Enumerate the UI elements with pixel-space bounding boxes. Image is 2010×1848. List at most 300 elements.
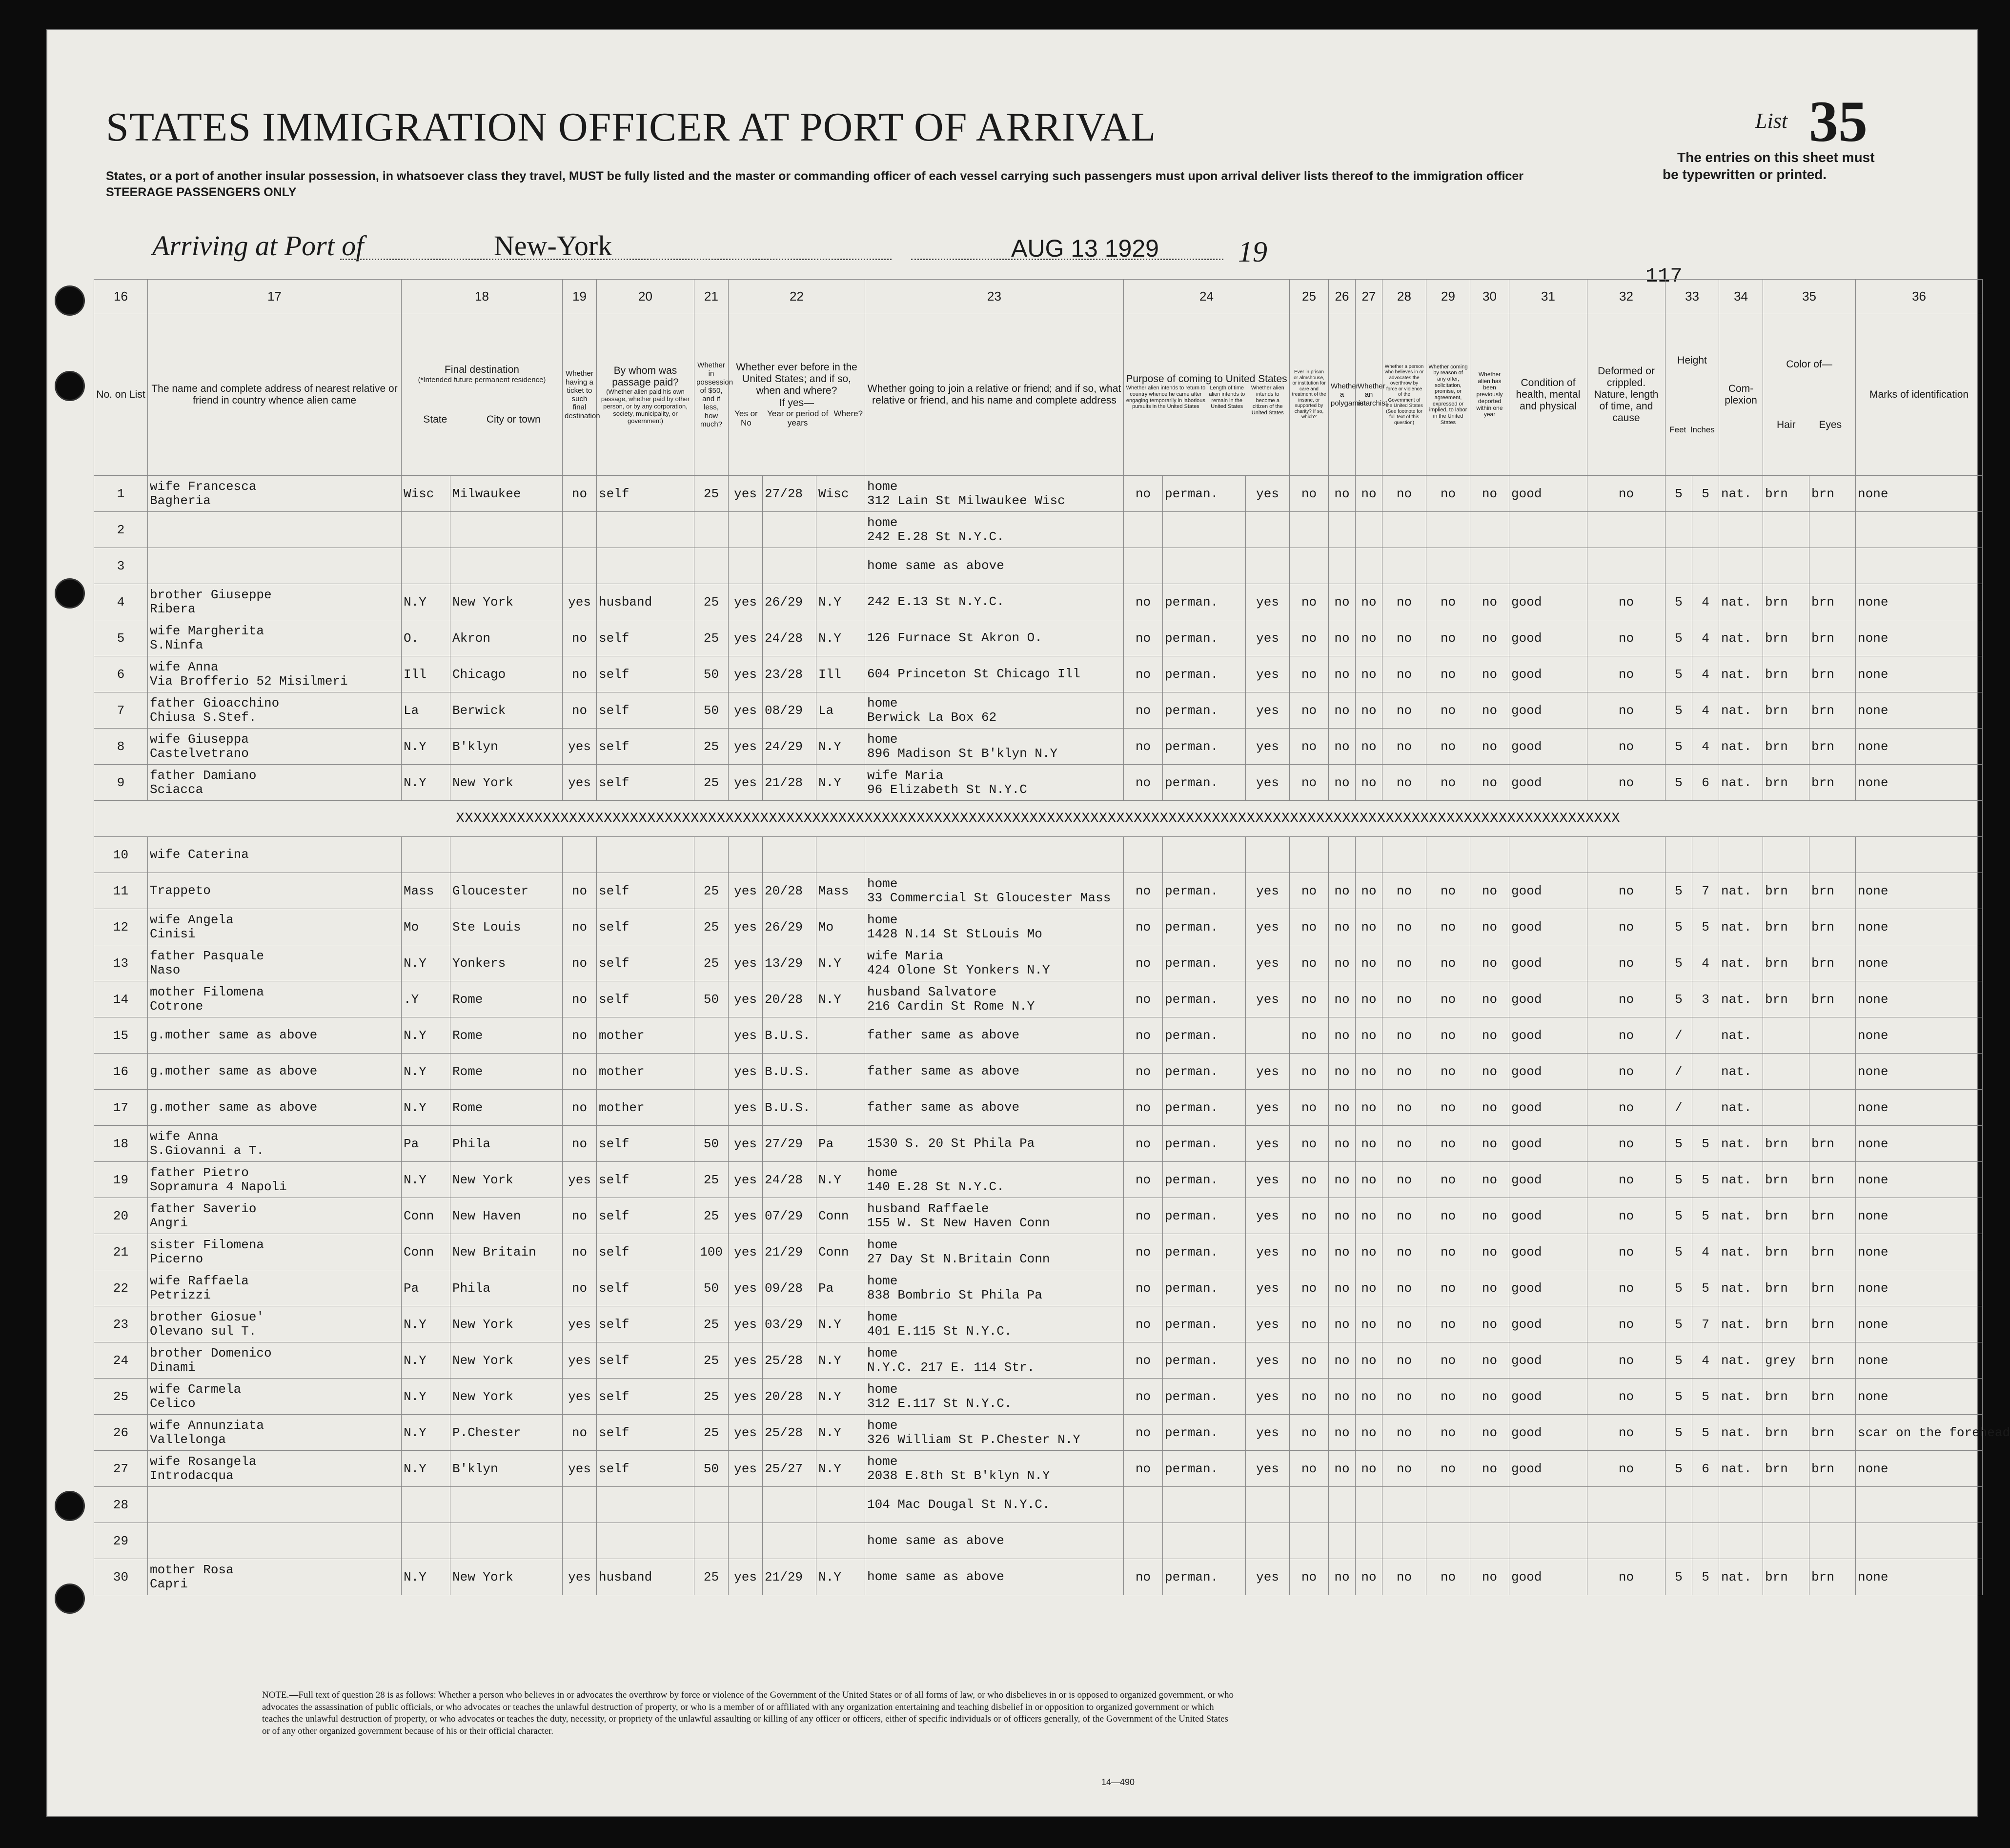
cell-hair: brn	[1763, 584, 1809, 620]
cell-yrs	[763, 837, 816, 873]
hdr-state-city	[404, 414, 560, 426]
cell-ft: 5	[1665, 945, 1692, 981]
join-line-2: father same as above	[867, 1100, 1020, 1115]
col-num: 36	[1856, 280, 1983, 314]
cell-prison: no	[1290, 1415, 1329, 1451]
cell-anar: no	[1356, 765, 1382, 801]
cell-money: 25	[694, 1342, 729, 1379]
cell-over: no	[1382, 1306, 1426, 1342]
cell-ft: 5	[1665, 1379, 1692, 1415]
cell-prison: no	[1290, 1017, 1329, 1054]
cell-hair: brn	[1763, 1306, 1809, 1342]
cell-anar: no	[1356, 1342, 1382, 1379]
cell-yrs: 09/28	[763, 1270, 816, 1306]
cell-labor: no	[1426, 1126, 1470, 1162]
cell-return	[1124, 512, 1163, 548]
cell-join	[865, 1054, 1124, 1090]
cell-relative	[148, 729, 402, 765]
cell-length: perman.	[1163, 909, 1246, 945]
cell-marks	[1856, 1487, 1983, 1523]
instruction-line: States, or a port of another insular possession, in whatsoever class they travel, MUST be fully listed and the master or commanding officer of each vessel carrying such passengers must upon arrival deliver lists thereof to the immigration officer	[106, 169, 1523, 183]
cell-poly	[1329, 837, 1356, 873]
typewritten-note-2: be typewritten or printed.	[1663, 167, 1827, 182]
cell-relative	[148, 1090, 402, 1126]
join-line-2: 96 Elizabeth St N.Y.C	[867, 782, 1027, 797]
hdr-height-title: Height	[1677, 355, 1707, 366]
cell-state	[402, 512, 450, 548]
cell-paid: self	[597, 1451, 694, 1487]
date-stamp: AUG 13 1929	[1011, 235, 1159, 262]
cell-prison: no	[1290, 1126, 1329, 1162]
cell-hair	[1763, 1487, 1809, 1523]
cell-eyes: brn	[1809, 620, 1856, 656]
cell-city	[450, 1487, 563, 1523]
cell-eyes: brn	[1809, 1162, 1856, 1198]
cell-poly: no	[1329, 1162, 1356, 1198]
cell-length: perman.	[1163, 981, 1246, 1017]
cell-ticket	[563, 837, 597, 873]
column-header-row	[94, 314, 1983, 476]
cell-paid: self	[597, 981, 694, 1017]
col-num: 17	[148, 280, 402, 314]
cell-anar: no	[1356, 1306, 1382, 1342]
hdr-height-sub	[1667, 425, 1717, 435]
cell-over	[1382, 548, 1426, 584]
cell-return: no	[1124, 1270, 1163, 1306]
table-row	[94, 584, 1983, 620]
cell-city	[450, 512, 563, 548]
cell-join	[865, 729, 1124, 765]
cell-length: perman.	[1163, 1379, 1246, 1415]
cell-city	[450, 1523, 563, 1559]
cell-poly: no	[1329, 656, 1356, 692]
hdr-purpose-b: Length of time alien intends to remain in the United States	[1209, 385, 1245, 410]
cell-eyes: brn	[1809, 1559, 1856, 1595]
join-line-2: 140 E.28 St N.Y.C.	[867, 1179, 1004, 1194]
cell-yn	[729, 512, 763, 548]
cell-money: 25	[694, 1415, 729, 1451]
cell-anar: no	[1356, 1559, 1382, 1595]
cell-marks: none	[1856, 765, 1983, 801]
cell-citizen: yes	[1246, 1306, 1290, 1342]
cell-eyes: brn	[1809, 1126, 1856, 1162]
cell-anar: no	[1356, 1017, 1382, 1054]
cell-yrs: 27/28	[763, 476, 816, 512]
rel-line-1: wife Anna	[150, 659, 219, 674]
col-num: 18	[402, 280, 563, 314]
cell-in: 4	[1692, 1342, 1719, 1379]
binder-hole	[55, 371, 85, 401]
table-row	[94, 656, 1983, 692]
join-line-2: 242 E.13 St N.Y.C.	[867, 594, 1004, 609]
cell-anar: no	[1356, 1415, 1382, 1451]
cell-cond: good	[1509, 1162, 1587, 1198]
rel-line-2: Naso	[150, 962, 181, 977]
cell-relative	[148, 1234, 402, 1270]
cell-no: 6	[94, 656, 148, 692]
cell-where	[816, 1487, 865, 1523]
cell-comp: nat.	[1719, 1054, 1763, 1090]
cell-yrs: 27/29	[763, 1126, 816, 1162]
table-row	[94, 1126, 1983, 1162]
cell-marks: none	[1856, 1162, 1983, 1198]
rel-line-2: Bagheria	[150, 493, 211, 508]
cell-poly: no	[1329, 620, 1356, 656]
cell-over: no	[1382, 1342, 1426, 1379]
cell-anar: no	[1356, 729, 1382, 765]
cell-length: perman.	[1163, 1270, 1246, 1306]
cell-relative	[148, 1017, 402, 1054]
table-row	[94, 729, 1983, 765]
cell-where: Wisc	[816, 476, 865, 512]
cell-state: N.Y	[402, 765, 450, 801]
cell-citizen	[1246, 1523, 1290, 1559]
table-row	[94, 512, 1983, 548]
cell-prison	[1290, 837, 1329, 873]
cell-comp: nat.	[1719, 584, 1763, 620]
rel-line-2: Sciacca	[150, 782, 203, 797]
cell-anar: no	[1356, 1162, 1382, 1198]
cell-paid: self	[597, 1306, 694, 1342]
cell-hair	[1763, 512, 1809, 548]
cell-where	[816, 1090, 865, 1126]
cell-prison: no	[1290, 692, 1329, 729]
cell-labor: no	[1426, 1379, 1470, 1415]
cell-ticket: yes	[563, 1379, 597, 1415]
cell-over: no	[1382, 1379, 1426, 1415]
cell-dep: no	[1470, 1054, 1509, 1090]
cell-marks: none	[1856, 656, 1983, 692]
col-num: 26	[1329, 280, 1356, 314]
cell-in: 5	[1692, 909, 1719, 945]
cell-poly: no	[1329, 584, 1356, 620]
cell-no: 20	[94, 1198, 148, 1234]
cell-cond: good	[1509, 620, 1587, 656]
cell-dep: no	[1470, 1090, 1509, 1126]
cell-yn: yes	[729, 1198, 763, 1234]
cell-citizen: yes	[1246, 1451, 1290, 1487]
cell-ft: /	[1665, 1054, 1692, 1090]
cell-yrs: 20/28	[763, 873, 816, 909]
cell-paid: self	[597, 1379, 694, 1415]
cell-paid: mother	[597, 1017, 694, 1054]
cell-hair: brn	[1763, 1559, 1809, 1595]
col-num: 22	[729, 280, 865, 314]
cell-no: 19	[94, 1162, 148, 1198]
cell-hair: brn	[1763, 981, 1809, 1017]
cell-labor: no	[1426, 729, 1470, 765]
rel-line-2: Angri	[150, 1215, 188, 1230]
form-number: 14—490	[1101, 1777, 1135, 1787]
cell-cond: good	[1509, 1415, 1587, 1451]
col-num: 23	[865, 280, 1124, 314]
cell-dep: no	[1470, 1559, 1509, 1595]
cell-citizen	[1246, 837, 1290, 873]
cell-ft: /	[1665, 1017, 1692, 1054]
cell-cond: good	[1509, 1198, 1587, 1234]
hdr-condition: Condition of health, mental and physical	[1509, 314, 1587, 476]
hdr-hair: Hair	[1776, 419, 1796, 430]
cell-dep: no	[1470, 1126, 1509, 1162]
cell-length: perman.	[1163, 729, 1246, 765]
col-num: 34	[1719, 280, 1763, 314]
cell-ft: 5	[1665, 620, 1692, 656]
cell-prison: no	[1290, 656, 1329, 692]
cell-city: Phila	[450, 1126, 563, 1162]
cell-citizen	[1246, 548, 1290, 584]
separator-text: XXXXXXXXXXXXXXXXXXXXXXXXXXXXXXXXXXXXXXXXXXXXXXXXXXXXXXXXXXXXXXXXXXXXXXXXXXXXXXXXXXXXXXXXXXXXXXXXXXXXXXXXXXXXXXXXXXXXXXXXXXXXXXXXXXXXXX	[94, 801, 1983, 837]
cell-return: no	[1124, 584, 1163, 620]
cell-anar: no	[1356, 656, 1382, 692]
cell-prison: no	[1290, 1379, 1329, 1415]
cell-citizen: yes	[1246, 945, 1290, 981]
cell-return	[1124, 837, 1163, 873]
cell-money: 50	[694, 1270, 729, 1306]
cell-over	[1382, 1487, 1426, 1523]
hdr-money: Whether in possession of $50, and if less, how much?	[694, 314, 729, 476]
cancel-separator-row	[94, 801, 1983, 837]
cell-state: Wisc	[402, 476, 450, 512]
cell-yrs: 24/29	[763, 729, 816, 765]
cell-over: no	[1382, 1126, 1426, 1162]
cell-labor: no	[1426, 692, 1470, 729]
col-num: 35	[1763, 280, 1856, 314]
cell-citizen: yes	[1246, 981, 1290, 1017]
cell-ticket: no	[563, 1090, 597, 1126]
cell-over: no	[1382, 945, 1426, 981]
table-row	[94, 1162, 1983, 1198]
cell-state: Pa	[402, 1270, 450, 1306]
cell-money: 25	[694, 909, 729, 945]
cell-yrs: 21/29	[763, 1559, 816, 1595]
cell-cond: good	[1509, 1017, 1587, 1054]
cell-yrs: 26/29	[763, 584, 816, 620]
sheet-number: 117	[1645, 264, 1683, 288]
cell-deform: no	[1587, 873, 1665, 909]
manifest-rows	[94, 476, 2010, 1595]
cell-citizen: yes	[1246, 1415, 1290, 1451]
cell-yn: yes	[729, 1270, 763, 1306]
cell-poly: no	[1329, 909, 1356, 945]
cell-join	[865, 765, 1124, 801]
cell-return: no	[1124, 620, 1163, 656]
table-row	[94, 1523, 1983, 1559]
table-row	[94, 1017, 1983, 1054]
cell-hair: grey	[1763, 1342, 1809, 1379]
cell-yrs: 26/29	[763, 909, 816, 945]
cell-city	[450, 548, 563, 584]
cell-return: no	[1124, 1126, 1163, 1162]
cell-length: perman.	[1163, 1306, 1246, 1342]
join-line-1: home	[867, 695, 898, 711]
cell-where: N.Y	[816, 1379, 865, 1415]
cell-where: Mo	[816, 909, 865, 945]
cell-city: Berwick	[450, 692, 563, 729]
cell-hair: brn	[1763, 656, 1809, 692]
cell-poly	[1329, 512, 1356, 548]
cell-relative	[148, 1523, 402, 1559]
cell-ft	[1665, 512, 1692, 548]
cell-where: N.Y	[816, 1415, 865, 1451]
cell-paid: self	[597, 945, 694, 981]
join-line-1: home	[867, 731, 898, 747]
cell-poly: no	[1329, 945, 1356, 981]
cell-anar: no	[1356, 1234, 1382, 1270]
cell-city: Rome	[450, 981, 563, 1017]
cell-money: 25	[694, 1198, 729, 1234]
hdr-polygamist: Whether a polygamist	[1329, 314, 1356, 476]
hdr-final-destination-title: Final destination	[445, 364, 519, 376]
cell-yn: yes	[729, 692, 763, 729]
cell-paid: self	[597, 729, 694, 765]
cell-comp	[1719, 512, 1763, 548]
cell-ft: 5	[1665, 1559, 1692, 1595]
cell-money: 25	[694, 1306, 729, 1342]
rel-line-1: wife Francesca	[150, 479, 257, 494]
cell-in	[1692, 837, 1719, 873]
col-num: 27	[1356, 280, 1382, 314]
cell-return: no	[1124, 1306, 1163, 1342]
cell-no: 2	[94, 512, 148, 548]
cell-cond: good	[1509, 1559, 1587, 1595]
rel-line-1: wife Raffaela	[150, 1273, 249, 1288]
cell-comp: nat.	[1719, 909, 1763, 945]
cell-relative	[148, 981, 402, 1017]
cell-state: N.Y	[402, 1379, 450, 1415]
cell-ticket: no	[563, 1415, 597, 1451]
cell-labor: no	[1426, 1090, 1470, 1126]
cell-length: perman.	[1163, 945, 1246, 981]
cell-hair	[1763, 1054, 1809, 1090]
cell-cond: good	[1509, 1306, 1587, 1342]
cell-money: 50	[694, 981, 729, 1017]
cell-length: perman.	[1163, 1234, 1246, 1270]
cell-state: N.Y	[402, 729, 450, 765]
cell-eyes: brn	[1809, 1306, 1856, 1342]
col-num: 20	[597, 280, 694, 314]
cell-state: La	[402, 692, 450, 729]
hdr-join: Whether going to join a relative or friend; and if so, what relative or friend, and his name and complete address	[865, 314, 1124, 476]
cell-deform: no	[1587, 584, 1665, 620]
cell-state: .Y	[402, 981, 450, 1017]
cell-where: N.Y	[816, 1342, 865, 1379]
cell-in: 4	[1692, 584, 1719, 620]
cell-prison	[1290, 548, 1329, 584]
cell-yn: yes	[729, 1342, 763, 1379]
cell-poly: no	[1329, 1017, 1356, 1054]
table-row	[94, 1451, 1983, 1487]
cell-paid	[597, 1523, 694, 1559]
binder-hole	[55, 1491, 85, 1521]
cell-cond: good	[1509, 656, 1587, 692]
cell-return: no	[1124, 1090, 1163, 1126]
cell-marks: none	[1856, 692, 1983, 729]
cell-length	[1163, 1523, 1246, 1559]
cell-ft	[1665, 837, 1692, 873]
cell-ticket: no	[563, 945, 597, 981]
cell-where: N.Y	[816, 729, 865, 765]
cell-return: no	[1124, 1162, 1163, 1198]
cell-marks: none	[1856, 1017, 1983, 1054]
cell-join	[865, 1415, 1124, 1451]
hdr-prison: Ever in prison or almshouse, or institution for care and treatment of the insane, or supported by charity? If so, which?	[1290, 314, 1329, 476]
cell-state: N.Y	[402, 1054, 450, 1090]
cell-in	[1692, 512, 1719, 548]
hdr-complexion: Com- plexion	[1719, 314, 1763, 476]
join-line-2: home same as above	[867, 1569, 1004, 1584]
cell-ft: 5	[1665, 981, 1692, 1017]
join-line-1: husband Salvatore	[867, 984, 997, 999]
cell-return	[1124, 548, 1163, 584]
cell-no: 15	[94, 1017, 148, 1054]
cell-eyes	[1809, 1017, 1856, 1054]
cell-where: N.Y	[816, 981, 865, 1017]
cell-city: New York	[450, 1306, 563, 1342]
cell-citizen: yes	[1246, 620, 1290, 656]
cell-state: N.Y	[402, 1017, 450, 1054]
cell-return: no	[1124, 765, 1163, 801]
cell-dep	[1470, 837, 1509, 873]
cell-money	[694, 1523, 729, 1559]
cell-anar: no	[1356, 620, 1382, 656]
cell-prison	[1290, 1523, 1329, 1559]
cell-relative	[148, 1162, 402, 1198]
join-line-1: home	[867, 912, 898, 927]
cell-no: 17	[94, 1090, 148, 1126]
join-line-2: 424 Olone St Yonkers N.Y	[867, 962, 1050, 977]
cell-ticket: no	[563, 1234, 597, 1270]
rel-line-1: brother Giuseppe	[150, 587, 272, 602]
cell-comp: nat.	[1719, 1306, 1763, 1342]
cell-ft: 5	[1665, 729, 1692, 765]
cell-state: Conn	[402, 1198, 450, 1234]
table-row	[94, 1559, 1983, 1595]
cell-state	[402, 1487, 450, 1523]
cell-in: 4	[1692, 656, 1719, 692]
cell-yrs: 25/28	[763, 1415, 816, 1451]
hdr-final-destination-sub: (*Intended future permanent residence)	[418, 376, 546, 385]
table-row	[94, 1270, 1983, 1306]
cell-join	[865, 1162, 1124, 1198]
cell-money: 25	[694, 945, 729, 981]
cell-money	[694, 1090, 729, 1126]
cell-return: no	[1124, 1234, 1163, 1270]
cell-prison: no	[1290, 1054, 1329, 1090]
cell-city: New York	[450, 1559, 563, 1595]
cell-dep: no	[1470, 1162, 1509, 1198]
cell-where: N.Y	[816, 620, 865, 656]
cell-citizen: yes	[1246, 1270, 1290, 1306]
cell-dep	[1470, 1523, 1509, 1559]
cell-in	[1692, 1054, 1719, 1090]
cell-no: 11	[94, 873, 148, 909]
cell-hair: brn	[1763, 1198, 1809, 1234]
cell-ticket	[563, 1523, 597, 1559]
cell-cond: good	[1509, 1342, 1587, 1379]
cell-citizen: yes	[1246, 1054, 1290, 1090]
cell-poly: no	[1329, 1342, 1356, 1379]
cell-cond: good	[1509, 909, 1587, 945]
cell-labor: no	[1426, 620, 1470, 656]
cell-ft: 5	[1665, 584, 1692, 620]
cell-dep: no	[1470, 1306, 1509, 1342]
cell-paid	[597, 548, 694, 584]
cell-ft: 5	[1665, 656, 1692, 692]
cell-no: 18	[94, 1126, 148, 1162]
rel-line-2: Vallelonga	[150, 1432, 226, 1447]
cell-anar: no	[1356, 584, 1382, 620]
cell-poly: no	[1329, 1234, 1356, 1270]
